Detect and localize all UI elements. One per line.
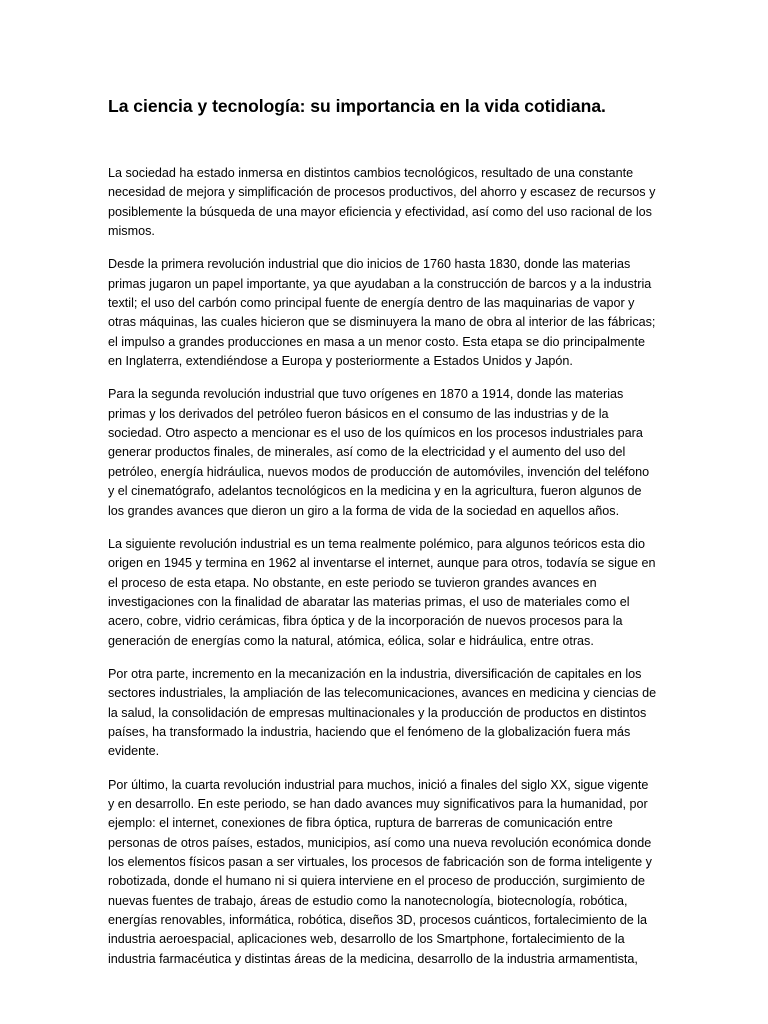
paragraph-third-revolution: La siguiente revolución industrial es un tema realmente polémico, para algunos teóricos esta dio origen en 1945 y termina en 1962 al inventarse el internet, aunque para otros, todavía se sigue en el proceso de esta etapa. No obstante, en este periodo se tuvieron grandes avances en investigaciones con la finalidad de abaratar las materias primas, el uso de materiales como el acero, cobre, vidrio cerámicas, fibra óptica y de la incorporación de nuevos procesos para la generación de energías como la natural, atómica, eólica, solar e hidráulica, entre otras. [108, 536, 656, 648]
paragraph-fourth-revolution: Por último, la cuarta revolución industrial para muchos, inició a finales del siglo XX, sigue vigente y en desarrollo. En este periodo, se han dado avances muy significativos para la humanidad, por ejemplo: el internet, conexiones de fibra óptica, ruptura de barreras de comunicación entre personas de otros países, estados, municipios, así como una nueva revolución económica donde los elementos físicos pasan a ser virtuales, los procesos de fabricación son de forma inteligente y robotizada, donde el humano ni si quiera interviene en el proceso de producción, surgimiento de nuevas fuentes de trabajo, áreas de estudio como la nanotecnología, biotecnología, robótica, energías renovables, informática, robótica, diseños 3D, procesos cuánticos, fortalecimiento de la industria aeroespacial, aplicaciones web, desarrollo de los Smartphone, fortalecimiento de la industria farmacéutica y distintas áreas de la medicina, desarrollo de la industria armamentista, [108, 777, 652, 966]
document-title: La ciencia y tecnología: su importancia en la vida cotidiana. [108, 96, 606, 116]
paragraph-intro: La sociedad ha estado inmersa en distintos cambios tecnológicos, resultado de una constante necesidad de mejora y simplificación de procesos productivos, del ahorro y escasez de recursos y posiblemente la búsqueda de una mayor eficiencia y efectividad, así como del uso racional de los mismos. [108, 166, 656, 239]
document-body [108, 164, 658, 983]
paragraph-industry-changes: Por otra parte, incremento en la mecanización en la industria, diversificación de capitales en los sectores industriales, la ampliación de las telecomunicaciones, avances en medicina y ciencias de la salud, la consolidación de empresas multinacionales y la producción de productos en distintos países, ha transformado la industria, haciendo que el fenómeno de la globalización fuera más evidente. [108, 666, 657, 759]
paragraph-second-revolution: Para la segunda revolución industrial que tuvo orígenes en 1870 a 1914, donde las materias primas y los derivados del petróleo fueron básicos en el consumo de las industrias y de la sociedad. Otro aspecto a mencionar es el uso de los químicos en los procesos industriales para generar productos finales, de minerales, así como de la electricidad y el aumento del uso del petróleo, energía hidráulica, nuevos modos de producción de automóviles, invención del teléfono y el cinematógrafo, adelantos tecnológicos en la medicina y en la agricultura, fueron algunos de los grandes avances que dieron un giro a la forma de vida de la sociedad en aquellos años. [108, 387, 650, 518]
paragraph-first-revolution: Desde la primera revolución industrial que dio inicios de 1760 hasta 1830, donde las materias primas jugaron un papel importante, ya que ayudaban a la construcción de barcos y a la industria textil; el uso del carbón como principal fuente de energía dentro de las maquinarias de vapor y otras máquinas, las cuales hicieron que se disminuyera la mano de obra al interior de las fábricas; el impulso a grandes producciones en masa a un menor costo. Esta etapa se dio principalmente en Inglaterra, extendiéndose a Europa y posteriormente a Estados Unidos y Japón. [108, 257, 656, 369]
